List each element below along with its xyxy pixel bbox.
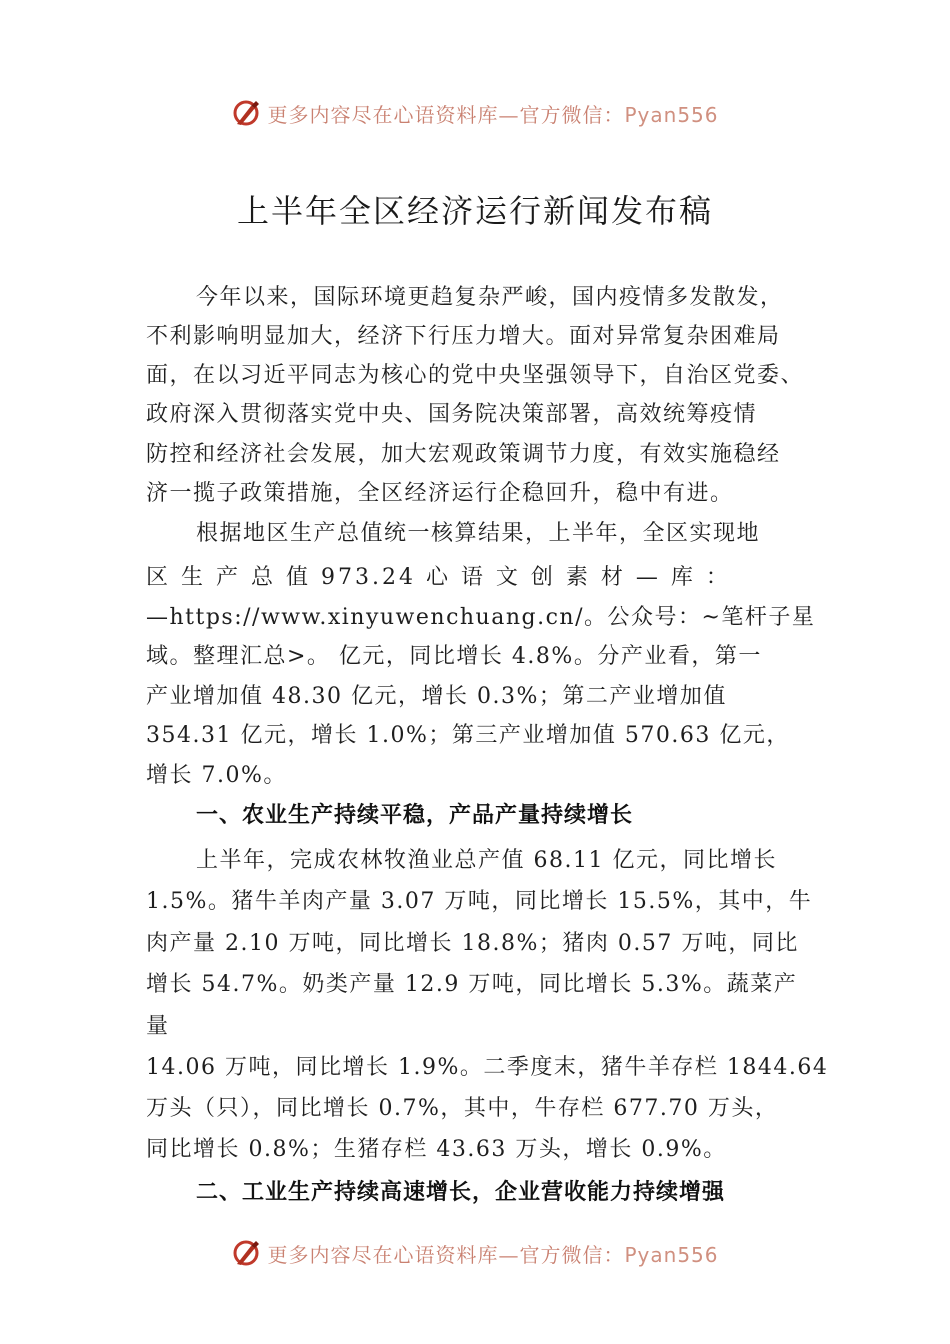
body-line: 354.31 亿元，增长 1.0%；第三产业增加值 570.63 亿元，	[146, 723, 790, 748]
body-line: 肉产量 2.10 万吨，同比增长 18.8%；猪肉 0.57 万吨，同比	[146, 931, 799, 956]
body-line: 量	[146, 1014, 170, 1039]
body-line: —https://www.xinyuwenchuang.cn/。公众号：~笔杆子星	[146, 605, 816, 630]
pen-logo-icon	[231, 98, 261, 128]
body-line: 区 生 产 总 值 973.24 心 语 文 创 素 材 — 库 ：	[146, 565, 731, 590]
body-line: 增长 54.7%。奶类产量 12.9 万吨，同比增长 5.3%。蔬菜产	[146, 972, 798, 997]
body-line: 产业增加值 48.30 亿元，增长 0.3%；第二产业增加值	[146, 684, 727, 709]
header-banner	[0, 96, 950, 130]
body-line: 根据地区生产总值统一核算结果，上半年，全区实现地	[196, 521, 761, 546]
wechat-id: Pyan556	[624, 102, 719, 127]
banner-text: 更多内容尽在心语资料库—官方微信：	[267, 102, 625, 127]
pen-logo-icon	[231, 1238, 261, 1268]
footer-banner	[0, 1236, 950, 1270]
body-line: 同比增长 0.8%；生猪存栏 43.63 万头，增长 0.9%。	[146, 1137, 727, 1162]
body-line: 面，在以习近平同志为核心的党中央坚强领导下，自治区党委、	[146, 363, 805, 388]
body-line: 域。整理汇总>。 亿元，同比增长 4.8%。分产业看，第一	[146, 644, 762, 669]
body-line: 万头（只），同比增长 0.7%，其中，牛存栏 677.70 万头，	[146, 1096, 779, 1121]
wechat-id: Pyan556	[624, 1242, 719, 1267]
body-line: 上半年，完成农林牧渔业总产值 68.11 亿元，同比增长	[196, 848, 777, 873]
body-line: 14.06 万吨，同比增长 1.9%。二季度末，猪牛羊存栏 1844.64	[146, 1055, 829, 1080]
body-line: 今年以来，国际环境更趋复杂严峻，国内疫情多发散发，	[196, 285, 784, 310]
body-line: 增长 7.0%。	[146, 763, 287, 788]
body-line: 1.5%。猪牛羊肉产量 3.07 万吨，同比增长 15.5%，其中，牛	[146, 889, 813, 914]
banner-text: 更多内容尽在心语资料库—官方微信：	[267, 1242, 625, 1267]
banner-label	[267, 1239, 718, 1268]
body-line: 防控和经济社会发展，加大宏观政策调节力度，有效实施稳经	[146, 442, 781, 467]
section-heading-2: 二、工业生产持续高速增长，企业营收能力持续增强	[196, 1180, 726, 1205]
banner-label	[267, 99, 718, 128]
section-heading-1: 一、农业生产持续平稳，产品产量持续增长	[196, 803, 634, 828]
body-line: 不利影响明显加大，经济下行压力增大。面对异常复杂困难局	[146, 324, 781, 349]
body-line: 济一揽子政策措施，全区经济运行企稳回升，稳中有进。	[146, 481, 734, 506]
page-title: 上半年全区经济运行新闻发布稿	[236, 192, 713, 230]
body-line: 政府深入贯彻落实党中央、国务院决策部署，高效统筹疫情	[146, 402, 758, 427]
